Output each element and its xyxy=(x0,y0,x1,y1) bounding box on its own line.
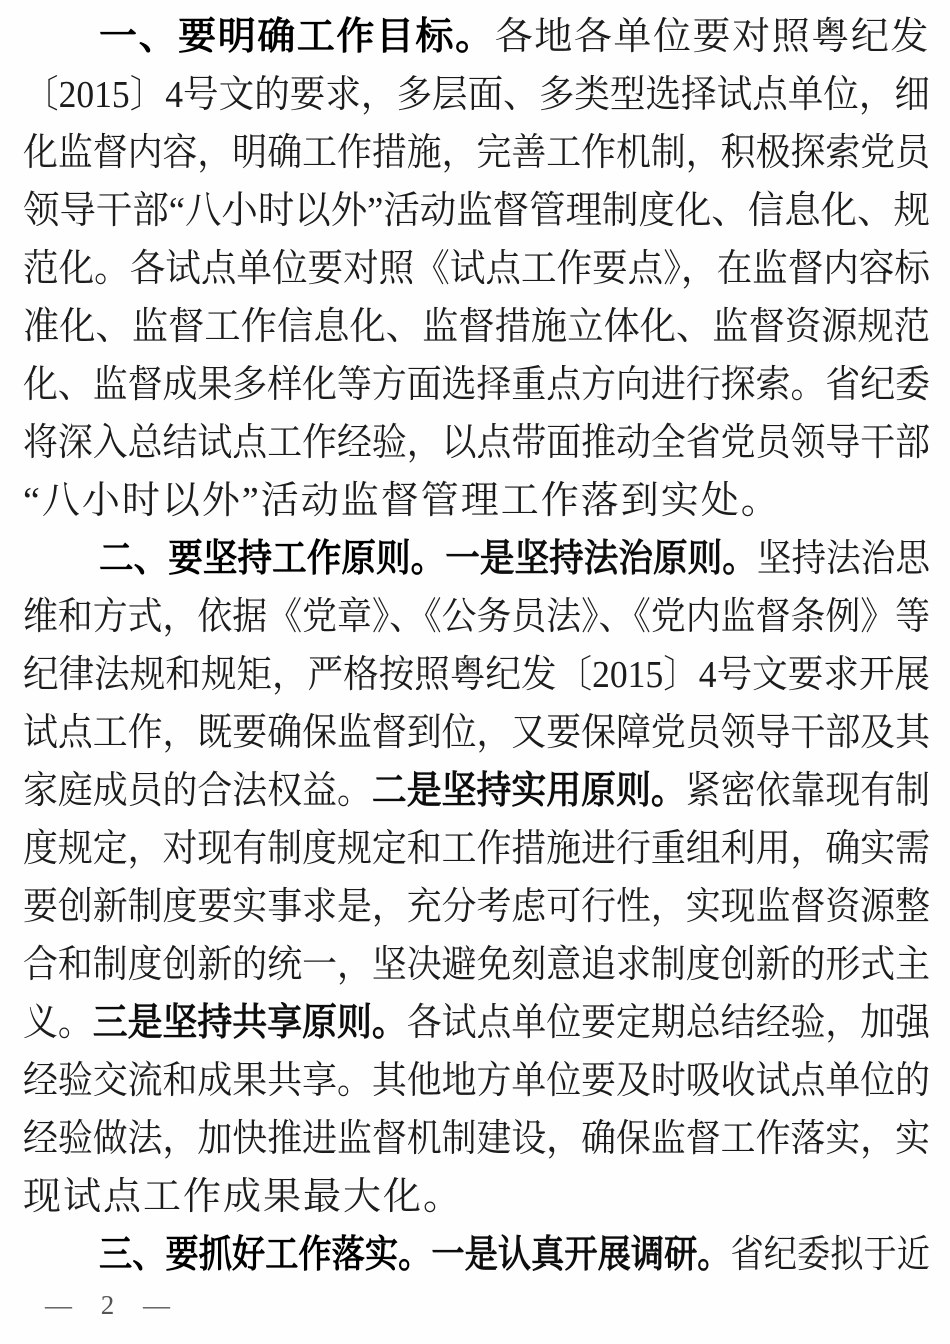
body-text: “八小时以外”活动监督管理工作落到实处。 xyxy=(23,480,781,522)
text-line-content xyxy=(23,588,930,646)
text-line-content xyxy=(23,66,930,124)
text-line xyxy=(23,298,930,356)
text-line-content xyxy=(23,820,930,878)
section-heading: 二、要坚持工作原则。 xyxy=(99,538,446,580)
text-line-content xyxy=(99,1226,930,1284)
body-text: 维和方式，依据《党章》、《公务员法》、《党内监督条例》等 xyxy=(23,596,930,638)
text-line-content xyxy=(23,182,930,240)
body-text: 省纪委拟于近 xyxy=(730,1234,930,1276)
text-line-content xyxy=(23,704,930,762)
text-line xyxy=(23,820,930,878)
text-line xyxy=(23,530,930,588)
text-line-content xyxy=(23,124,930,182)
body-text: 经验交流和成果共享。其他地方单位要及时吸收试点单位的 xyxy=(23,1060,930,1102)
text-line-content xyxy=(23,1052,930,1110)
text-line-content xyxy=(23,240,930,298)
text-line xyxy=(23,356,930,414)
body-text: 坚持法治思 xyxy=(756,538,930,580)
text-line-content xyxy=(23,878,930,936)
text-line xyxy=(23,994,930,1052)
sub-heading: 三是坚持共享原则。 xyxy=(92,1002,407,1044)
text-line-content xyxy=(23,414,930,472)
document-lines xyxy=(23,8,930,1284)
body-text: 要创新制度要实事求是，充分考虑可行性，实现监督资源整 xyxy=(23,886,930,928)
text-line xyxy=(23,66,930,124)
text-line xyxy=(23,936,930,994)
text-line xyxy=(23,704,930,762)
text-line-content xyxy=(23,356,930,414)
body-text: 现试点工作成果最大化。 xyxy=(23,1176,464,1218)
page-footer xyxy=(45,1290,176,1320)
text-line xyxy=(23,1052,930,1110)
sub-heading: 一是认真开展调研。 xyxy=(431,1234,731,1276)
body-text: 准化、监督工作信息化、监督措施立体化、监督资源规范 xyxy=(23,306,930,348)
body-text: 家庭成员的合法权益。 xyxy=(23,770,372,812)
text-line xyxy=(23,8,930,66)
text-line xyxy=(23,646,930,704)
text-line xyxy=(23,1226,930,1284)
body-text: 化、监督成果多样化等方面选择重点方向进行探索。省纪委 xyxy=(23,364,930,406)
text-line-content xyxy=(99,530,930,588)
text-line-content xyxy=(23,472,781,530)
text-line xyxy=(23,762,930,820)
text-line xyxy=(23,414,930,472)
body-text: 各试点单位要定期总结经验，加强 xyxy=(406,1002,931,1044)
body-text: 纪律法规和规矩，严格按照粤纪发〔2015〕4号文要求开展 xyxy=(23,654,930,696)
text-line xyxy=(23,1168,930,1226)
text-line-content xyxy=(23,994,930,1052)
text-line xyxy=(23,1110,930,1168)
text-line-content xyxy=(99,8,930,66)
body-text: 紧密依靠现有制 xyxy=(685,770,930,812)
text-line-content xyxy=(23,646,930,704)
body-text: 化监督内容，明确工作措施，完善工作机制，积极探索党员 xyxy=(23,132,930,174)
section-heading: 三、要抓好工作落实。 xyxy=(99,1234,432,1276)
body-text: 义。 xyxy=(23,1002,93,1044)
body-text: 〔2015〕4号文的要求，多层面、多类型选择试点单位，细 xyxy=(23,74,930,116)
body-text: 范化。各试点单位要对照《试点工作要点》，在监督内容标 xyxy=(23,248,930,290)
body-text: 经验做法，加快推进监督机制建设，确保监督工作落实，实 xyxy=(23,1118,930,1160)
sub-heading: 二是坚持实用原则。 xyxy=(371,770,686,812)
text-line xyxy=(23,878,930,936)
body-text: 度规定，对现有制度规定和工作措施进行重组利用，确实需 xyxy=(23,828,930,870)
section-heading: 一、要明确工作目标。 xyxy=(99,16,495,58)
text-line xyxy=(23,240,930,298)
text-line xyxy=(23,472,930,530)
text-line-content xyxy=(23,298,930,356)
text-line-content xyxy=(23,936,930,994)
text-line-content xyxy=(23,762,930,820)
body-text: 合和制度创新的统一，坚决避免刻意追求制度创新的形式主 xyxy=(23,944,930,986)
text-line xyxy=(23,182,930,240)
body-text: 各地各单位要对照粤纪发 xyxy=(494,16,930,58)
text-line xyxy=(23,588,930,646)
sub-heading: 一是坚持法治原则。 xyxy=(445,538,757,580)
text-line xyxy=(23,124,930,182)
text-line-content xyxy=(23,1110,930,1168)
body-text: 领导干部“八小时以外”活动监督管理制度化、信息化、规 xyxy=(23,190,930,232)
text-line-content xyxy=(23,1168,463,1226)
page-number: — 2 — xyxy=(45,1290,176,1320)
body-text: 将深入总结试点工作经验，以点带面推动全省党员领导干部 xyxy=(23,422,930,464)
body-text: 试点工作，既要确保监督到位，又要保障党员领导干部及其 xyxy=(23,712,930,754)
